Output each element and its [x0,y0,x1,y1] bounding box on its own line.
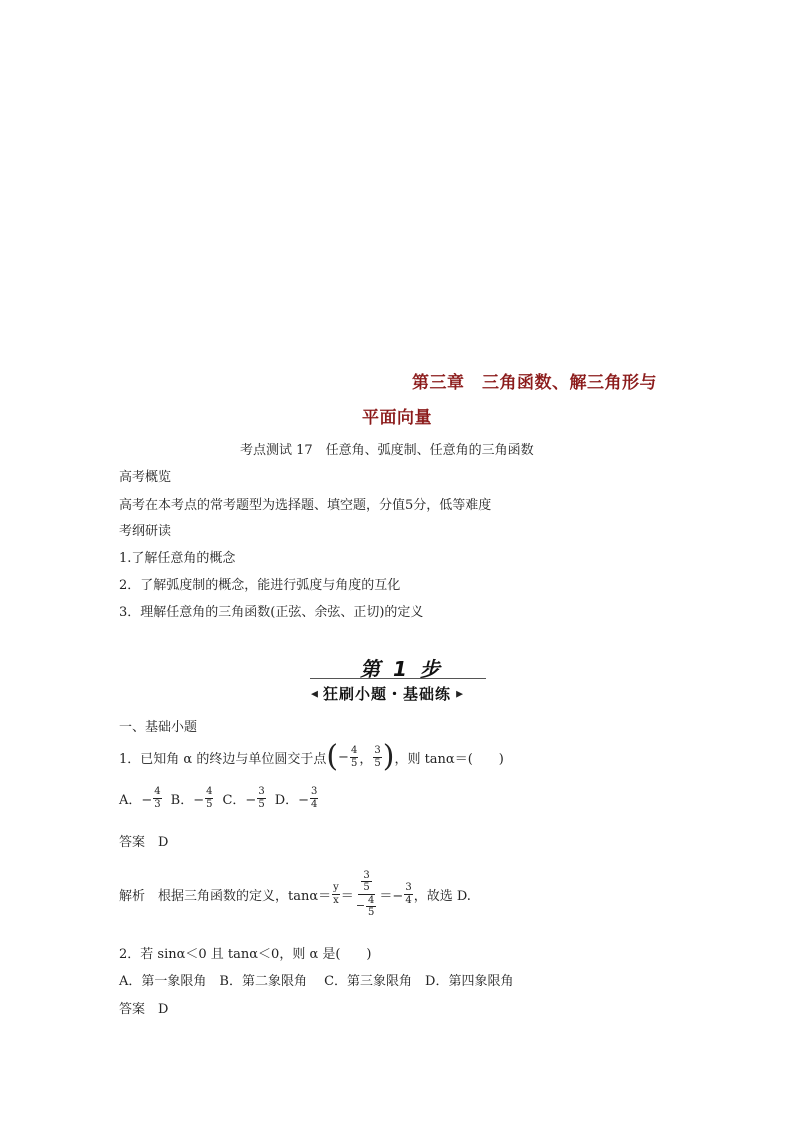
option-d-label: D．− [274,792,310,808]
explain-suffix: ，故选 D. [413,888,471,904]
denominator: 5 [206,798,213,810]
denominator: 5 [350,757,358,769]
q1-point-sign: − [338,749,349,765]
question-1 [119,739,504,774]
banner-subtitle: 狂刷小题・基础练 [323,685,452,703]
right-paren: ) [382,739,395,774]
inner-bottom-sign: − [355,899,366,913]
compound-denominator [354,895,380,919]
numerator: 3 [258,786,265,797]
option-c-value [257,786,265,810]
left-triangle-icon: ◀ [311,689,318,700]
option-b-value [205,786,213,810]
q2-options: A．第一象限角 B．第二象限角 C．第三象限角 D．第四象限角 [119,974,514,989]
q2-answer: 答案 D [119,1002,169,1017]
question-2: 2．若 sinα＜0 且 tanα＜0，则 α 是( ) [119,947,372,962]
syllabus-item: 2．了解弧度制的概念，能进行弧度与角度的互化 [119,578,401,593]
option-a-value [153,786,161,810]
y-over-x [332,882,340,906]
syllabus-item: 3．理解任意角的三角函数(正弦、余弦、正切)的定义 [119,605,424,620]
denominator: x [333,894,339,906]
overview-heading: 高考概览 [119,470,172,485]
banner-subtitle-row [311,683,463,704]
equals-minus: ＝− [379,888,404,904]
q1-comma: ， [359,751,373,767]
inner-bottom-fraction [366,895,376,919]
numerator: 4 [368,894,375,906]
q1-point-x [350,745,358,769]
basic-questions-heading: 一、基础小题 [119,720,198,735]
compound-fraction [354,870,380,919]
overview-text: 高考在本考点的常考题型为选择题、填空题，分值5分，低等难度 [119,498,492,513]
denominator: 5 [363,882,370,893]
q1-prefix: 1．已知角 α 的终边与单位圆交于点 [119,751,327,767]
denominator: 5 [258,798,265,810]
denominator: 3 [154,798,161,810]
denominator: 5 [374,757,381,769]
option-a-label: A．− [119,792,153,808]
q1-answer: 答案 D [119,835,169,850]
explain-prefix: 解析 根据三角函数的定义，tanα＝ [119,888,332,904]
option-c-label: C．− [222,792,257,808]
right-triangle-icon: ▶ [456,689,464,700]
option-d-value [310,786,318,810]
option-b-label: B．− [170,792,205,808]
numerator: 4 [206,786,213,797]
left-paren: ( [326,739,339,774]
chapter-title-line2: 平面向量 [362,408,432,428]
result-fraction [404,882,412,906]
numerator: 3 [311,786,318,797]
q1-suffix: ，则 tanα＝( ) [394,751,504,767]
numerator: 4 [350,745,358,756]
denominator: 4 [311,798,318,810]
syllabus-item: 1.了解任意角的概念 [119,551,236,566]
chapter-title-line1: 第三章 三角函数、解三角形与 [412,373,657,393]
equals-sign: ＝ [340,888,354,904]
numerator: y [333,882,339,893]
numerator: 3 [374,745,381,756]
q1-explanation [119,855,471,933]
numerator: 3 [405,882,412,893]
syllabus-heading: 考纲研读 [119,524,172,539]
numerator: 3 [363,869,370,881]
numerator: 4 [154,786,161,797]
banner-title: 第 1 步 [360,657,443,681]
denominator: 5 [368,907,375,918]
q1-point-y [373,745,381,769]
q1-options [119,786,319,810]
inner-top-fraction [361,870,371,894]
section-title: 考点测试 17 任意角、弧度制、任意角的三角函数 [240,443,534,458]
compound-numerator [358,870,374,895]
denominator: 4 [405,894,412,906]
